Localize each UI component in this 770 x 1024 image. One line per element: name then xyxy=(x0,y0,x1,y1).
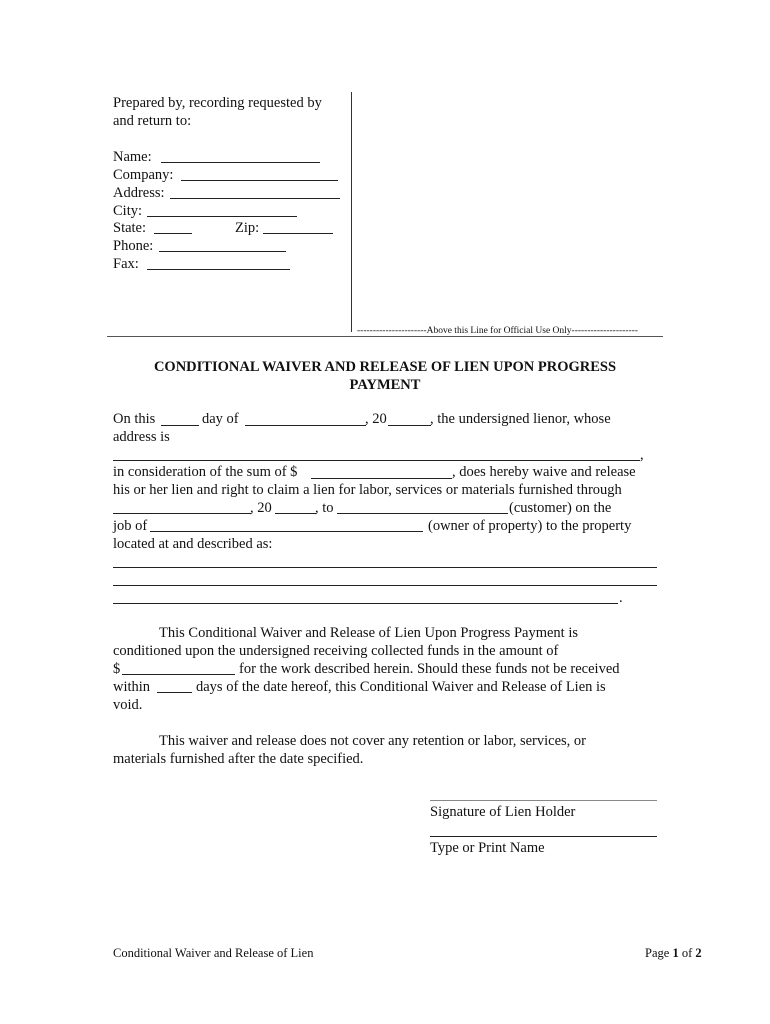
phone-label: Phone: xyxy=(113,238,154,254)
document-title xyxy=(105,358,665,394)
within-text: within xyxy=(113,679,151,695)
property-description-line1[interactable] xyxy=(113,567,657,568)
funds-amount-field[interactable] xyxy=(122,674,235,675)
print-name-field[interactable] xyxy=(430,836,657,837)
property-description-line2[interactable] xyxy=(113,585,657,586)
name-label: Name: xyxy=(113,149,152,165)
prepared-by-line1: Prepared by, recording requested by xyxy=(113,95,322,111)
customer-text: (customer) on the xyxy=(509,500,612,516)
page-prefix: Page xyxy=(645,946,670,960)
title-line1: CONDITIONAL WAIVER AND RELEASE OF LIEN UPON PROGRESS xyxy=(153,359,617,375)
zip-field[interactable] xyxy=(263,233,333,234)
comma-20b-text: , 20 xyxy=(250,500,272,516)
condition-line2: conditioned upon the undersigned receiving collected funds in the amount of xyxy=(113,643,559,659)
condition-line5: void. xyxy=(113,697,143,713)
address-is-text: address is xyxy=(113,429,170,445)
address-label: Address: xyxy=(113,185,165,201)
retention-line1: This waiver and release does not cover any retention or labor, services, or xyxy=(159,733,587,749)
owner-text: (owner of property) to the property xyxy=(428,518,632,534)
header-divider-vertical xyxy=(351,92,352,332)
name-field[interactable] xyxy=(161,162,320,163)
city-field[interactable] xyxy=(147,216,297,217)
located-text: located at and described as: xyxy=(113,536,273,552)
address-field[interactable] xyxy=(170,198,340,199)
company-label: Company: xyxy=(113,167,174,183)
state-label: State: xyxy=(113,220,147,236)
company-field[interactable] xyxy=(181,180,338,181)
zip-label: Zip: xyxy=(235,220,260,236)
customer-field[interactable] xyxy=(337,513,508,514)
on-this-text: On this xyxy=(113,411,156,427)
owner-field[interactable] xyxy=(150,531,423,532)
year-field[interactable] xyxy=(388,425,431,426)
phone-field[interactable] xyxy=(159,251,286,252)
waive-text: , does hereby waive and release xyxy=(452,464,636,480)
footer-document-name: Conditional Waiver and Release of Lien xyxy=(113,946,314,960)
state-field[interactable] xyxy=(154,233,192,234)
fax-label: Fax: xyxy=(113,256,139,272)
print-name-label: Type or Print Name xyxy=(430,840,545,856)
lienor-address-field[interactable] xyxy=(113,460,640,461)
signature-field[interactable] xyxy=(430,800,657,801)
property-description-line3[interactable] xyxy=(113,603,618,604)
day-of-text: day of xyxy=(202,411,239,427)
month-field[interactable] xyxy=(245,425,366,426)
condition-line4: days of the date hereof, this Conditional Waiver and Release of Lien is xyxy=(196,679,606,695)
city-label: City: xyxy=(113,203,143,219)
title-line2: PAYMENT xyxy=(349,377,421,393)
comma-20-text: , 20 xyxy=(365,411,387,427)
undersigned-text: , the undersigned lienor, whose xyxy=(430,411,611,427)
address-comma: , xyxy=(640,447,644,463)
through-date-field[interactable] xyxy=(113,513,251,514)
comma-to-text: , to xyxy=(315,500,334,516)
condition-line3: for the work described herein. Should these funds not be received xyxy=(239,661,620,677)
official-use-note: ----------------------Above this Line for Official Use Only--------------------- xyxy=(357,326,638,336)
prepared-by-line2: and return to: xyxy=(113,113,192,129)
page-of: of xyxy=(681,946,693,960)
signature-label: Signature of Lien Holder xyxy=(430,804,576,820)
fax-field[interactable] xyxy=(147,269,290,270)
retention-line2: materials furnished after the date specified. xyxy=(113,751,364,767)
condition-line1: This Conditional Waiver and Release of Lien Upon Progress Payment is xyxy=(159,625,578,641)
description-period: . xyxy=(619,590,623,606)
consideration-text: in consideration of the sum of $ xyxy=(113,464,298,480)
sum-field[interactable] xyxy=(311,478,452,479)
dollar-sign: $ xyxy=(113,661,121,677)
page-total: 2 xyxy=(695,946,702,960)
days-field[interactable] xyxy=(157,692,192,693)
day-field[interactable] xyxy=(161,425,199,426)
lien-rights-text: his or her lien and right to claim a lien for labor, services or materials furnished through xyxy=(113,482,622,498)
job-of-text: job of xyxy=(113,518,148,534)
header-divider-horizontal xyxy=(107,336,663,337)
through-year-field[interactable] xyxy=(275,513,316,514)
page-current: 1 xyxy=(672,946,679,960)
footer-page-number xyxy=(645,945,702,961)
